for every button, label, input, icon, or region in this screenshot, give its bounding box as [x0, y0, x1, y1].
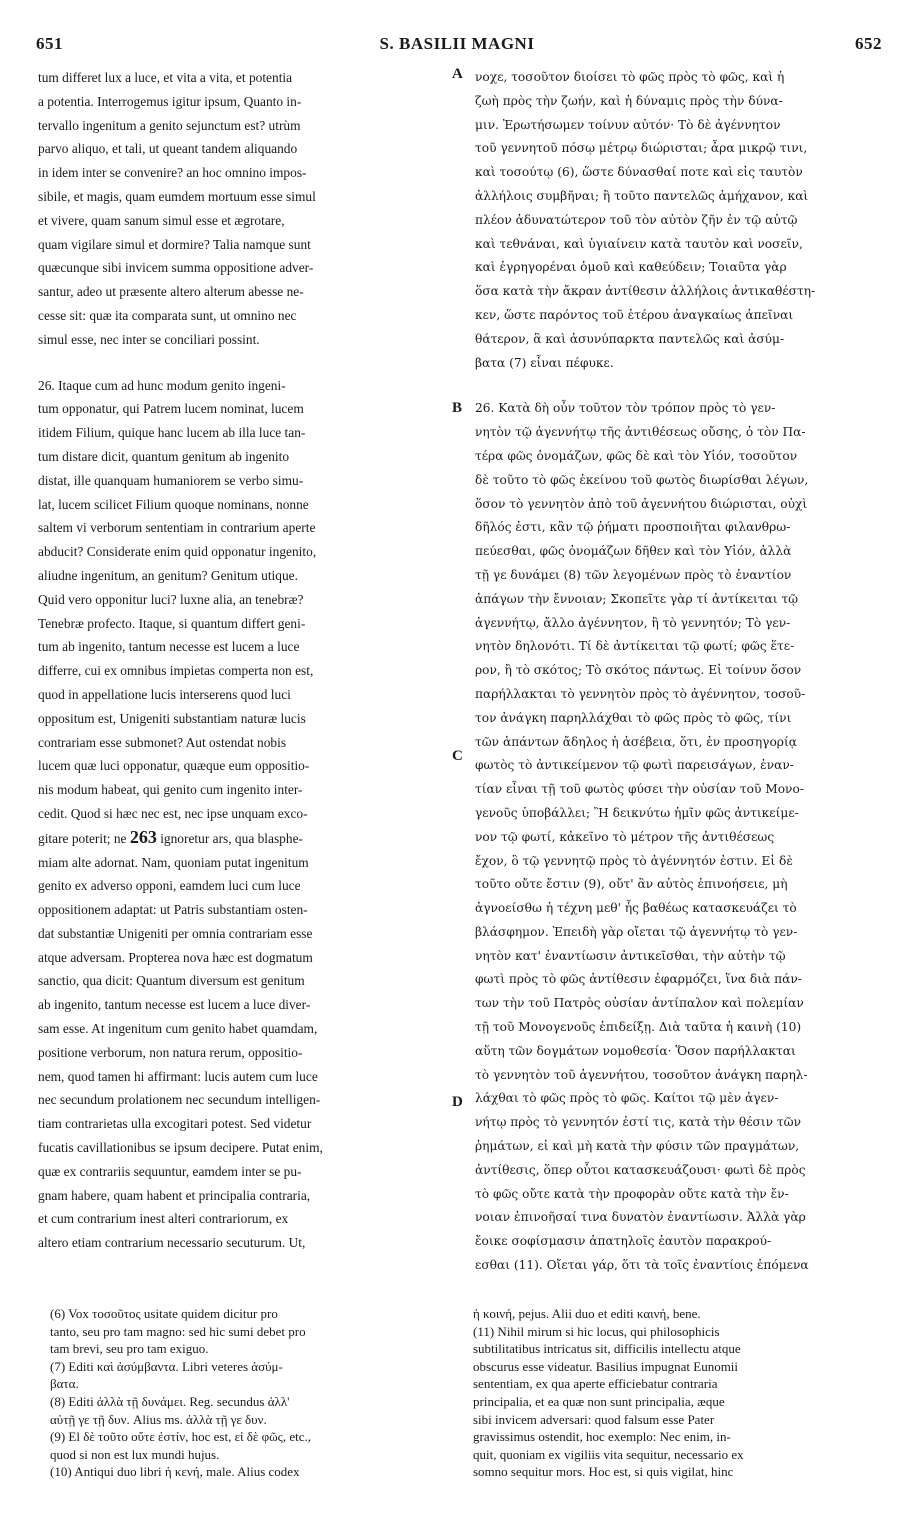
- latin-line: contrariam esse submonet? Aut ostendat nobis: [38, 734, 287, 750]
- greek-line: ῥημάτων, εἰ καὶ μὴ κατὰ τὴν φύσιν τῶν πραγμάτων,: [475, 1139, 800, 1154]
- greek-line: ἔοικε σοφίσμασιν ἀπατηλοῖς ἑαυτὸν παρακρού-: [475, 1234, 772, 1249]
- latin-line: itidem Filium, quique hanc lucem ab illa luce tan-: [38, 425, 306, 441]
- latin-line: cedit. Quod si hæc nec est, nec ipse unquam exco-: [38, 805, 308, 821]
- greek-column: [475, 66, 880, 1278]
- greek-line: νητὸν τῷ ἀγεννήτῳ τῆς ἀντιθέσεως οὔσης, ὁ τὸν Πα-: [475, 425, 806, 440]
- footnote-line: principalia, et ea quæ non sunt principalia, æque: [473, 1393, 725, 1409]
- page-number-right: 652: [855, 34, 882, 53]
- latin-line: Quid vero opponitur luci? luxne alia, an tenebræ?: [38, 591, 304, 607]
- footnote-line: tam brevi, seu pro tam exiguo.: [50, 1341, 209, 1357]
- latin-line: et vivere, quam sanum simul esse et ægrotare,: [38, 212, 285, 228]
- greek-line: πεύεσθαι, φῶς ὀνομάζων δῆθεν καὶ τὸν Υἱόν, ἀλλὰ: [475, 544, 792, 559]
- greek-line: νον τῷ φωτί, κἀκεῖνο τὸ μέτρον τῆς ἀντιθέσεως: [475, 829, 775, 844]
- greek-line: δῆλός ἐστι, κἂν τῷ ῥήματι προσποιῆται φιλανθρω-: [475, 520, 791, 535]
- greek-line: τῇ τοῦ Μονογενοῦς ἐπιδείξῃ. Διὰ ταῦτα ἡ καινὴ (10): [475, 1020, 802, 1035]
- greek-line: λάχθαι τὸ φῶς πρὸς τὸ φῶς. Καίτοι τῷ μὲν ἀγεν-: [475, 1091, 779, 1106]
- latin-line: lucem quæ luci opponatur, quæque eum oppositio-: [38, 758, 310, 774]
- latin-line: a potentia. Interrogemus igitur ipsum, Quanto in-: [38, 93, 302, 109]
- greek-line: νήτῳ πρὸς τὸ γεννητόν ἐστί τις, κατὰ τὴν θέσιν τῶν: [475, 1115, 802, 1130]
- latin-line: gnam habere, quam habent et principalia contraria,: [38, 1187, 311, 1203]
- latin-line: Tenebræ profecto. Itaque, si quantum differt geni-: [38, 615, 306, 631]
- footnote-line: (6) Vox τοσοῦτος usitate quidem dicitur pro: [50, 1306, 278, 1321]
- greek-line: φωτὶ πρὸς τὸ φῶς ἀντίθεσιν ἐφαρμόζει, ἵνα διὰ πάν-: [475, 972, 802, 987]
- latin-line: parvo aliquo, et tali, ut queant tandem aliquando: [38, 141, 298, 157]
- footnote-line: sibi invicem adversari: quod falsum esse Pater: [473, 1411, 715, 1427]
- latin-line: lat, lucem scilicet Filium quoque nominans, nonne: [38, 496, 309, 512]
- greek-line: ἔχον, ὃ τῷ γεννητῷ πρὸς τὸ ἀγέννητόν ἐστιν. Εἰ δὲ: [475, 853, 793, 868]
- greek-line: ἀγνοείσθω ἡ τέχνη μεθ' ἧς βαθέως κατασκευάζει τὸ: [475, 901, 797, 916]
- latin-line: nec secundum prolationem nec secundum intelligen-: [38, 1092, 321, 1108]
- latin-line: in idem inter se convenire? an hoc omnino impos-: [38, 165, 307, 181]
- latin-line: santur, adeo ut præsente altero alterum abesse ne-: [38, 284, 304, 300]
- greek-line: τοῦτο οὔτε ἔστιν (9), οὔτ' ἂν αὐτὸς ἐπινοήσειε, μὴ: [475, 877, 788, 892]
- greek-line: τον ἀνάγκη παρηλλάχθαι τὸ φῶς πρὸς τὸ φῶς, τίνι: [475, 710, 792, 725]
- latin-line: tiam contrarietas ulla excogitari potest. Sed videtur: [38, 1116, 312, 1132]
- latin-line: quæcunque sibi invicem summa oppositione adver-: [38, 260, 314, 276]
- footnote-line: (10) Antiqui duo libri ἡ κενή, male. Alius codex: [50, 1464, 300, 1480]
- latin-line: nis modum habeat, qui genito cum ingenito inter-: [38, 782, 303, 798]
- latin-line: nem, quod tamen hi affirmant: lucis autem cum luce: [38, 1068, 318, 1084]
- greek-line: κεν, ὥστε παρόντος τοῦ ἑτέρου ἀναγκαίως ἀπεῖναι: [475, 307, 794, 322]
- footnote-line: tanto, seu pro tam magno: sed hic sumi debet pro: [50, 1323, 306, 1339]
- latin-line: oppositum est, Unigeniti substantiam naturæ lucis: [38, 710, 306, 726]
- greek-line: ἀντίθεσις, ὅπερ οὗτοι κατασκευάζουσι· φωτὶ δὲ πρὸς: [475, 1162, 806, 1177]
- latin-line: tum differet lux a luce, et vita a vita, et potentia: [38, 70, 293, 85]
- greek-line: αὕτη τῶν δογμάτων νομοθεσία· Ὅσον παρήλλακται: [475, 1043, 796, 1058]
- greek-line: θάτερον, ἃ καὶ ἀσυνύπαρκτα παντελῶς καὶ ἀσύμ-: [475, 331, 785, 346]
- footnotes-right: [473, 1305, 885, 1481]
- greek-line: παρήλλακται τὸ γεννητὸν πρὸς τὸ ἀγέννητον, τοσοῦ-: [475, 686, 806, 701]
- greek-line: ὅσα κατὰ τὴν ἄκραν ἀντίθεσιν ἀλλήλοις ἀντικαθέστη-: [475, 284, 816, 299]
- greek-line: τῶν ἁπάντων ἄδηλος ἡ ἀσέβεια, ὅτι, ἐν προσηγορίᾳ: [475, 734, 797, 749]
- footnote-line: (9) El δὲ τοῦτο οὔτε ἐστίν, hoc est, εἰ δὲ φῶς, etc.,: [50, 1429, 311, 1445]
- latin-line: genito ex adverso opponi, eamdem luci cum luce: [38, 878, 301, 894]
- footnote-line: subtilitatibus intricatus sit, difficilis intellectu atque: [473, 1341, 741, 1357]
- footnote-line: quit, quoniam ex vigiliis vita sequitur, necessario ex: [473, 1446, 744, 1462]
- footnote-line: βατα.: [50, 1376, 79, 1392]
- footnote-line: (7) Editi καὶ ἀσύμβαντα. Libri veteres ἀσύμ-: [50, 1358, 283, 1374]
- margin-mark-a: A: [452, 66, 463, 82]
- latin-line: quod in appellatione lucis interserens quod luci: [38, 686, 291, 702]
- footnote-line: (8) Editi ἀλλὰ τῇ δυνάμει. Reg. secundus ἀλλ': [50, 1393, 290, 1409]
- latin-column: [38, 66, 448, 1255]
- footnote-line: (11) Nihil mirum si hic locus, qui philosophicis: [473, 1323, 720, 1339]
- latin-line: oppositionem adaptat: ut Patris substantiam osten-: [38, 902, 308, 918]
- latin-line: fucatis cavillationibus se ipsum decipere. Putat enim,: [38, 1140, 323, 1156]
- footnote-line: αὐτῇ γε τῇ δυν. Alius ms. ἀλλὰ τῇ γε δυν.: [50, 1411, 267, 1427]
- footnote-line: obscurus esse videatur. Basilius impugnat Eunomii: [473, 1358, 739, 1374]
- greek-paragraph-2: [475, 397, 880, 1277]
- greek-line: δὲ τοῦτο τὸ φῶς ἐκείνου τοῦ φωτὸς διωρίσθαι λέγων,: [475, 472, 809, 487]
- latin-line-text: ignoretur ars, qua blasphe-: [156, 830, 303, 846]
- latin-paragraph-2-continued: [38, 851, 448, 1256]
- latin-line: tum opponatur, qui Patrem lucem nominat, lucem: [38, 401, 304, 417]
- greek-line: ζωὴ πρὸς τὴν ζωήν, καὶ ἡ δύναμις πρὸς τὴν δύνα-: [475, 93, 783, 108]
- latin-line: altero etiam contrarium necessario secuturum. Ut,: [38, 1235, 306, 1251]
- greek-line: τίαν εἶναι τῇ τοῦ φωτὸς φύσει τὴν οὐσίαν τοῦ Μονο-: [475, 782, 804, 797]
- latin-line: quam vigilare simul et dormire? Talia namque sunt: [38, 236, 311, 252]
- latin-line: sanctio, qua dicit: Quantum diversum est genitum: [38, 973, 305, 989]
- latin-line: cesse sit: quæ ita comparata sunt, ut omnino nec: [38, 307, 297, 323]
- latin-line: differre, cui ex omnibus impietas comperta non est,: [38, 663, 314, 679]
- latin-line: ab ingenito, tantum necesse est lucem a luce diver-: [38, 997, 311, 1013]
- greek-line: ἀπάγων τὴν ἔννοιαν; Σκοπεῖτε γὰρ τί ἀντίκειται τῷ: [475, 591, 799, 606]
- greek-line: 26. Κατὰ δὴ οὖν τοῦτον τὸν τρόπον πρὸς τὸ γεν-: [475, 401, 776, 416]
- greek-line: καὶ τοσούτῳ (6), ὥστε δύνασθαί ποτε καὶ εἰς ταυτὸν: [475, 165, 803, 180]
- latin-line: simul esse, nec inter se conciliari possint.: [38, 331, 260, 347]
- latin-paragraph-2: [38, 374, 448, 826]
- greek-line: τέρα φῶς ὀνομάζων, φῶς δὲ καὶ τὸν Υἱόν, τοσοῦτον: [475, 448, 798, 463]
- latin-paragraph-1: [38, 66, 448, 352]
- latin-line: tum distare dicit, quantum genitum ab ingenito: [38, 448, 290, 464]
- greek-line: νητὸν δηλονότι. Τί δὲ ἀντίκειται τῷ φωτί; φῶς ἕτε-: [475, 639, 795, 654]
- greek-line: νοιαν ἐπινοῆσαί τινα δυνατὸν ἐναντίωσιν. Ἀλλὰ γὰρ: [475, 1210, 806, 1225]
- greek-line: πλέον ἀδυνατώτερον τοῦ τὸν αὐτὸν ζῆν ἐν τῷ αὐτῷ: [475, 212, 798, 227]
- latin-line-263: [38, 826, 448, 851]
- footnotes-left: [50, 1305, 450, 1481]
- footnote-line: sententiam, ex qua aperte efficiebatur contraria: [473, 1376, 718, 1392]
- margin-mark-b: B: [452, 400, 463, 416]
- greek-line: εσθαι (11). Οἴεται γάρ, ὅτι τὰ τοῖς ἐναντίοις ἑπόμενα: [475, 1258, 809, 1273]
- greek-line: νητὸν κατ' ἐναντίωσιν ἀντικεῖσθαι, τὴν αὐτὴν τῷ: [475, 948, 786, 963]
- greek-line: βλάσφημον. Ἐπειδὴ γὰρ οἴεται τῷ ἀγεννήτῳ τὸ γεν-: [475, 924, 798, 939]
- latin-line: quæ ex contrariis sequuntur, eamdem inter se pu-: [38, 1163, 302, 1179]
- footnote-line: somno sequitur mors. Hoc est, si quis vigilat, hinc: [473, 1464, 734, 1480]
- greek-line: ἀγεννήτῳ, ἄλλο ἀγέννητον, ἢ τὸ γεννητόν; Τὸ γεν-: [475, 615, 791, 630]
- greek-line: φωτὸς τὸ ἀντικείμενον τῷ φωτὶ παρεισάγων, ἐναν-: [475, 758, 794, 773]
- latin-line-text: gitare poterit; ne: [38, 830, 130, 846]
- latin-line: miam alte adornat. Nam, quoniam putat ingenitum: [38, 854, 309, 870]
- greek-line: τῇ γε δυνάμει (8) τῶν λεγομένων πρὸς τὸ ἐναντίον: [475, 567, 792, 582]
- running-title: S. BASILII MAGNI: [379, 34, 535, 53]
- greek-line: καὶ ἐγρηγορέναι ὁμοῦ καὶ καθεύδειν; Τοιαῦτα γὰρ: [475, 260, 787, 275]
- latin-line: sam esse. At ingenitum cum genito habet quamdam,: [38, 1021, 318, 1037]
- latin-line: abducit? Considerate enim quid opponatur ingenito,: [38, 544, 317, 560]
- greek-line: νοχε, τοσοῦτον διοίσει τὸ φῶς πρὸς τὸ φῶς, καὶ ἡ: [475, 70, 785, 84]
- margin-mark-c: C: [452, 748, 463, 764]
- footnote-line: gravissimus ostendit, hoc exemplo: Nec enim, in-: [473, 1429, 731, 1445]
- latin-line: positione verborum, non natura rerum, oppositio-: [38, 1044, 303, 1060]
- latin-line: aliudne ingenitum, an genitum? Genitum utique.: [38, 567, 298, 583]
- latin-line: 26. Itaque cum ad hunc modum genito ingeni-: [38, 377, 286, 393]
- greek-line: γενοῦς ὑποβάλλει; Ἢ δεικνύτω ἡμῖν φῶς ἀντικείμε-: [475, 805, 799, 820]
- latin-line: dat substantiæ Unigeniti per omnia contrariam esse: [38, 925, 313, 941]
- latin-line: et cum contrarium inest alteri contrariorum, ex: [38, 1211, 289, 1227]
- page-number-left: 651: [36, 34, 63, 53]
- greek-line: τὸ γεννητὸν τοῦ ἀγεννήτου, τοσοῦτον ἀνάγκη παρηλ-: [475, 1067, 808, 1082]
- greek-paragraph-1: [475, 66, 880, 375]
- latin-line: distat, ille quanquam humaniorem se verbo simu-: [38, 472, 304, 488]
- latin-line: tum ab ingenito, tantum necesse est lucem a luce: [38, 639, 300, 655]
- greek-line: των τὴν τοῦ Πατρὸς οὐσίαν ἀντίπαλον καὶ πολεμίαν: [475, 996, 804, 1011]
- latin-line: atque adversam. Propterea nova hæc est dogmatum: [38, 949, 313, 965]
- greek-line: τὸ φῶς οὔτε κατὰ τὴν προφορὰν οὔτε κατὰ τὴν ἔν-: [475, 1186, 789, 1201]
- latin-line: saltem vi verborum sententiam in contrarium aperte: [38, 520, 316, 536]
- greek-line: καὶ τεθνάναι, καὶ ὑγιαίνειν κατὰ ταυτὸν καὶ νοσεῖν,: [475, 236, 803, 251]
- greek-line: ρον, ἢ τὸ σκότος; Τὸ σκότος πάντως. Εἰ τοίνυν ὅσον: [475, 663, 802, 678]
- greek-line: βατα (7) εἶναι πέφυκε.: [475, 355, 614, 370]
- greek-line: ἀλλήλοις συμβῆναι; ἢ τοῦτο παντελῶς ἀμήχανον, καὶ: [475, 188, 809, 203]
- latin-line: sibile, et magis, quam eumdem mortuum esse simul: [38, 188, 316, 204]
- footnote-line: quod si non est lux mundi hujus.: [50, 1446, 220, 1462]
- footnote-line: ἡ κοινή, pejus. Alii duo et editi καινή, bene.: [473, 1306, 701, 1321]
- margin-mark-d: D: [452, 1094, 463, 1110]
- greek-line: ὅσον τὸ γεννητὸν ἀπὸ τοῦ ἀγεννήτου διώρισται, οὐχὶ: [475, 496, 808, 511]
- greek-line: τοῦ γεννητοῦ πόσῳ μέτρῳ διώρισται; ἆρα μικρῷ τινι,: [475, 141, 808, 156]
- column-number-263: 263: [129, 826, 157, 847]
- latin-line: tervallo ingenitum a genito sejunctum est? utrùm: [38, 117, 301, 133]
- greek-line: μιν. Ἐρωτήσωμεν τοίνυν αὐτόν· Τὸ δὲ ἀγέννητον: [475, 117, 781, 132]
